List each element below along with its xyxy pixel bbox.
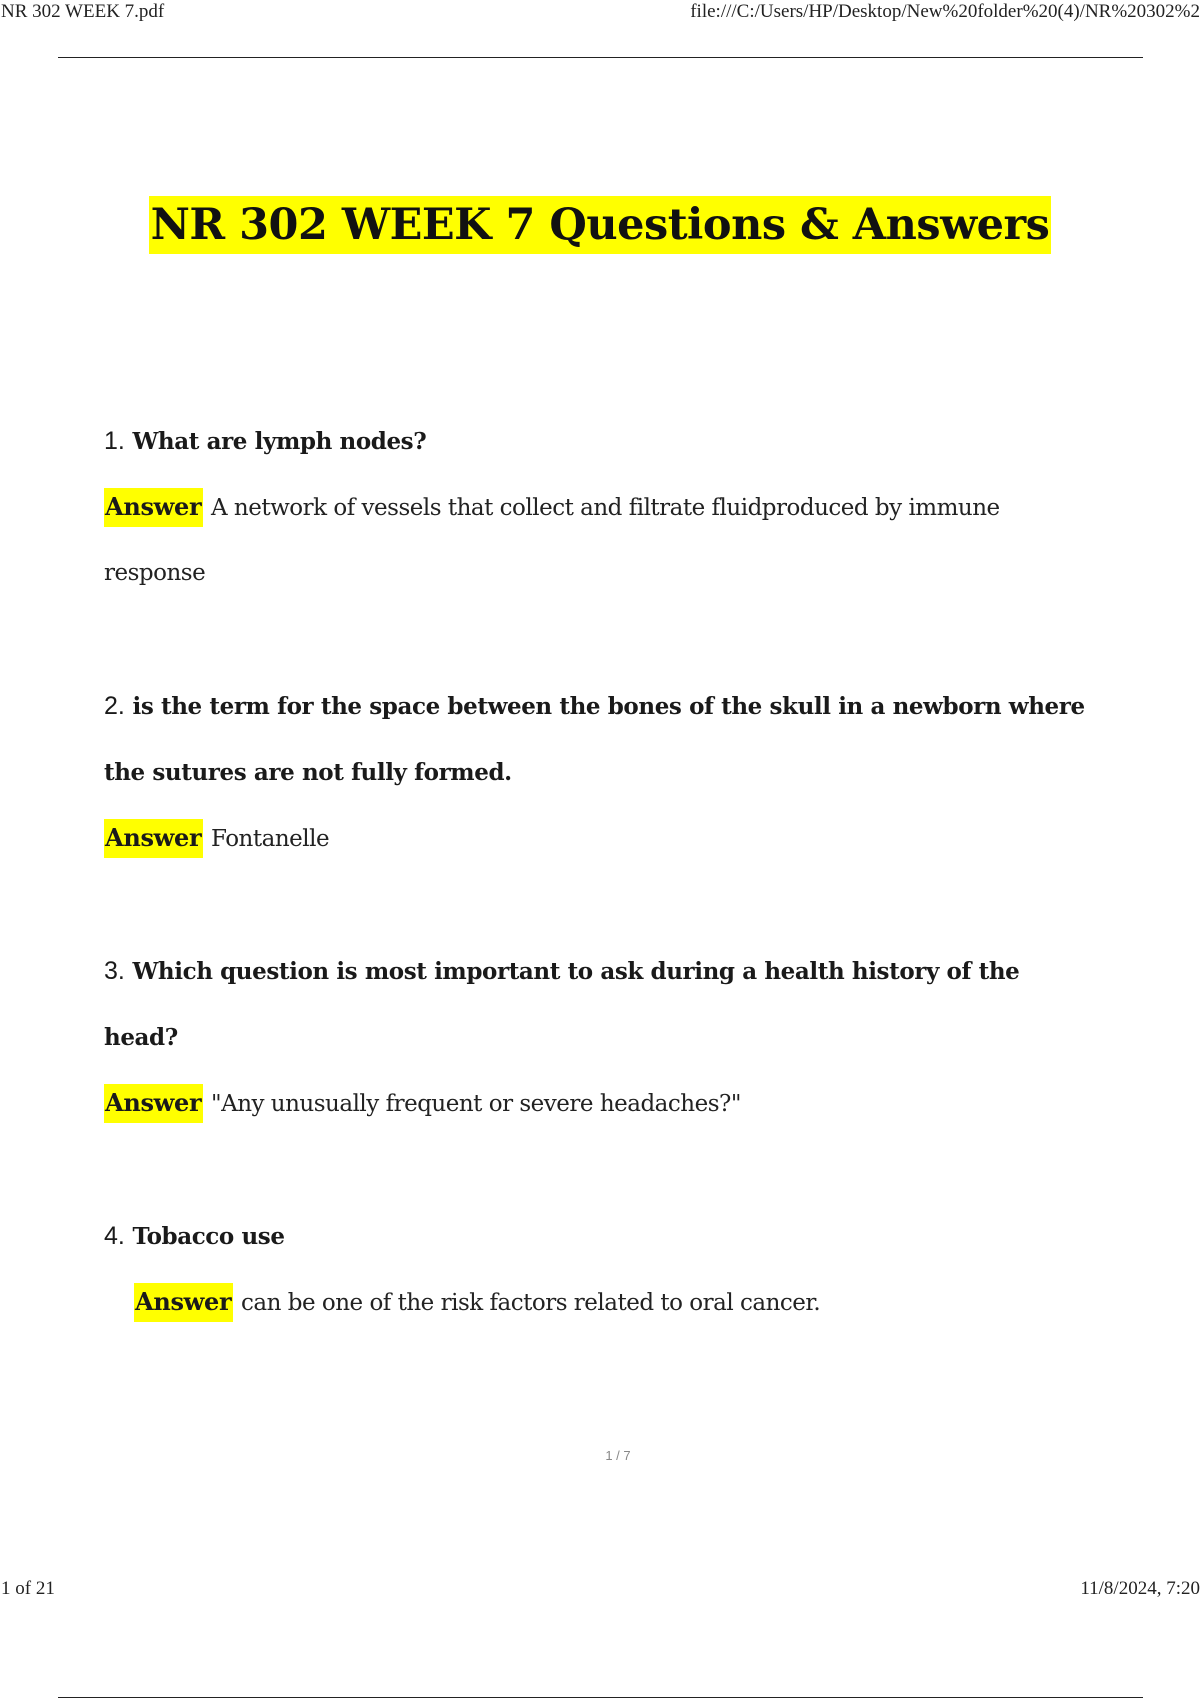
qa-item-1: [104, 408, 1104, 606]
answer-line: [104, 805, 1104, 871]
answer-label: Answer: [104, 1084, 203, 1123]
answer-text: "Any unusually frequent or severe headaches?": [211, 1091, 741, 1117]
question-text-continuation: head?: [104, 1024, 178, 1051]
question-number: 4.: [104, 1222, 125, 1250]
qa-item-2: [104, 673, 1104, 871]
answer-label: Answer: [104, 819, 203, 858]
answer-line: [104, 1070, 1104, 1136]
print-header-url: file:///C:/Users/HP/Desktop/New%20folder%20(4)/NR%20302%2: [690, 1, 1200, 22]
footer-rule: [58, 1697, 1143, 1698]
print-footer-page-count: 1 of 21: [1, 1578, 55, 1599]
question-number: 2.: [104, 692, 125, 720]
page-indicator: 1 / 7: [605, 1448, 631, 1463]
qa-item-4: [104, 1203, 1104, 1335]
question-line-continuation: [104, 739, 1104, 805]
header-rule: [58, 57, 1143, 58]
answer-text: can be one of the risk factors related to oral cancer.: [241, 1290, 821, 1316]
question-line: [104, 938, 1104, 1004]
answer-text: A network of vessels that collect and filtrate fluidproduced by immune: [211, 495, 1000, 521]
answer-line: [104, 474, 1104, 540]
question-line: [104, 673, 1104, 739]
question-text: Which question is most important to ask during a health history of the: [132, 958, 1020, 985]
question-line: [104, 408, 1104, 474]
title-container: [0, 196, 1200, 254]
print-footer-timestamp: 11/8/2024, 7:20: [1080, 1578, 1200, 1599]
question-line-continuation: [104, 1004, 1104, 1070]
question-number: 1.: [104, 427, 125, 455]
print-header-filename: NR 302 WEEK 7.pdf: [1, 1, 165, 22]
question-text: Tobacco use: [132, 1223, 285, 1250]
answer-text: Fontanelle: [211, 826, 330, 852]
question-text-continuation: the sutures are not fully formed.: [104, 759, 512, 786]
question-text: What are lymph nodes?: [132, 428, 427, 455]
qa-item-3: [104, 938, 1104, 1136]
question-line: [104, 1203, 1104, 1269]
answer-line: [104, 1269, 1104, 1335]
answer-label: Answer: [134, 1283, 233, 1322]
answer-label: Answer: [104, 488, 203, 527]
answer-continuation: response: [104, 560, 206, 586]
document-title: NR 302 WEEK 7 Questions & Answers: [149, 196, 1052, 254]
question-number: 3.: [104, 957, 125, 985]
question-text: is the term for the space between the bones of the skull in a newborn where: [132, 693, 1085, 720]
